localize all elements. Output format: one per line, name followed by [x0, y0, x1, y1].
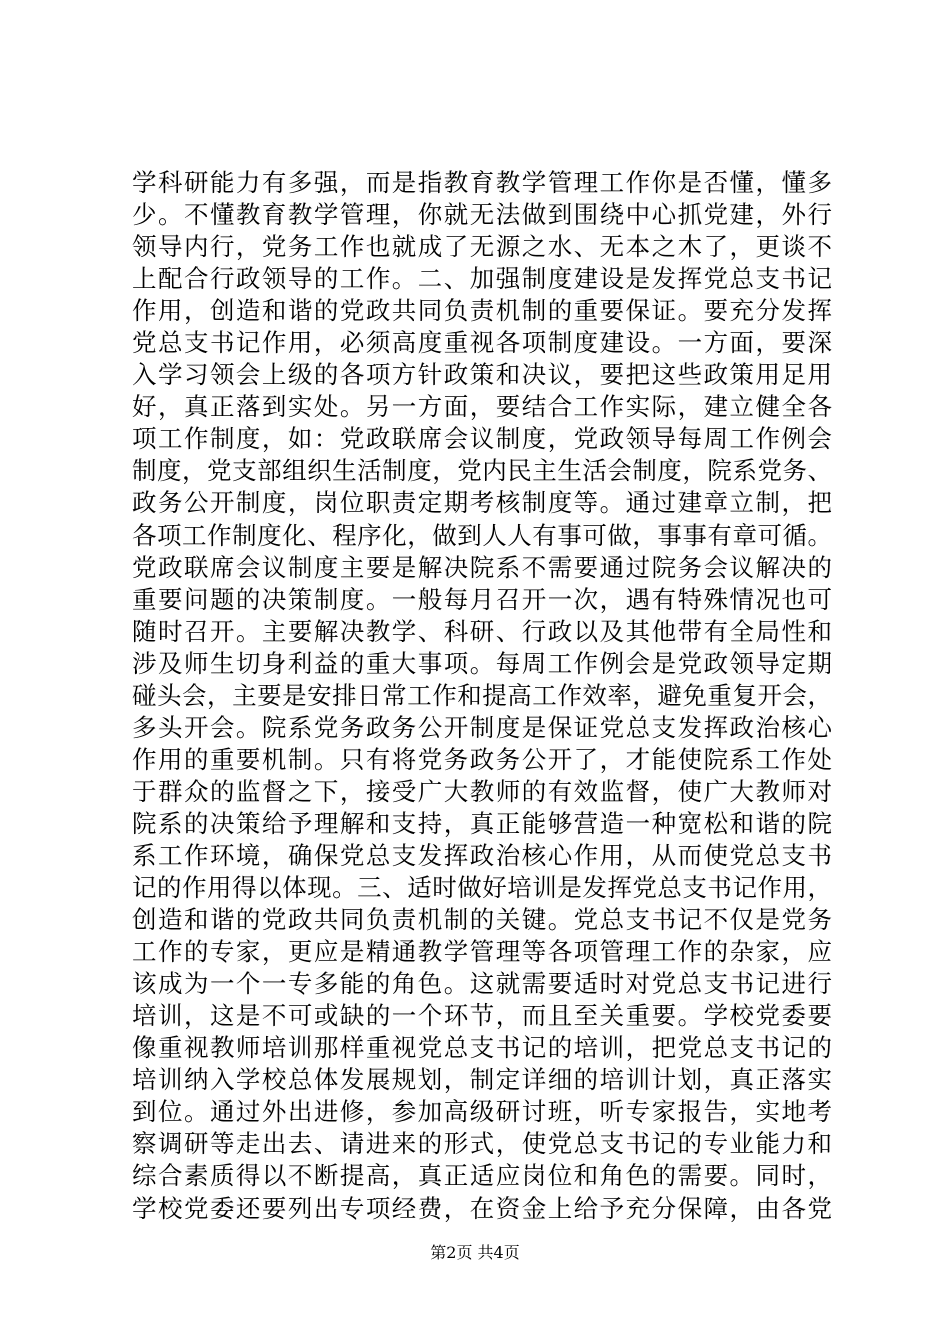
text-line: 创造和谐的党政共同负责机制的关键。党总支书记不仅是党务: [132, 905, 832, 935]
text-line: 涉及师生切身利益的重大事项。每周工作例会是党政领导定期: [132, 648, 832, 678]
text-line: 综合素质得以不断提高，真正适应岗位和角色的需要。同时，: [132, 1161, 832, 1191]
text-line: 作用，创造和谐的党政共同负责机制的重要保证。要充分发挥: [132, 296, 832, 326]
text-line: 随时召开。主要解决教学、科研、行政以及其他带有全局性和: [132, 616, 832, 646]
text-line: 院系的决策给予理解和支持，真正能够营造一种宽松和谐的院: [132, 808, 832, 838]
text-line: 作用的重要机制。只有将党务政务公开了，才能使院系工作处: [132, 744, 832, 774]
text-line: 到位。通过外出进修，参加高级研讨班，听专家报告，实地考: [132, 1097, 832, 1127]
text-line: 党政联席会议制度主要是解决院系不需要通过院务会议解决的: [132, 552, 832, 582]
text-line: 制度，党支部组织生活制度，党内民主生活会制度，院系党务、: [132, 456, 832, 486]
text-line: 党总支书记作用，必须高度重视各项制度建设。一方面，要深: [132, 328, 832, 358]
text-line: 政务公开制度，岗位职责定期考核制度等。通过建章立制，把: [132, 488, 832, 518]
body-text: [132, 167, 832, 1225]
text-line: 该成为一个一专多能的角色。这就需要适时对党总支书记进行: [132, 969, 832, 999]
text-line: 学科研能力有多强，而是指教育教学管理工作你是否懂，懂多: [132, 168, 832, 197]
text-line: 好，真正落到实处。另一方面，要结合工作实际，建立健全各: [132, 392, 832, 422]
text-line: 重要问题的决策制度。一般每月召开一次，遇有特殊情况也可: [132, 584, 832, 614]
text-line: 察调研等走出去、请进来的形式，使党总支书记的专业能力和: [132, 1129, 832, 1159]
text-line: 像重视教师培训那样重视党总支书记的培训，把党总支书记的: [132, 1033, 832, 1063]
text-line: 记的作用得以体现。三、适时做好培训是发挥党总支书记作用，: [132, 873, 832, 903]
text-line: 入学习领会上级的各项方针政策和决议，要把这些政策用足用: [132, 360, 832, 390]
text-line: 上配合行政领导的工作。二、加强制度建设是发挥党总支书记: [132, 264, 832, 294]
text-line: 少。不懂教育教学管理，你就无法做到围绕中心抓党建，外行: [132, 200, 832, 230]
text-line: 领导内行，党务工作也就成了无源之水、无本之木了，更谈不: [132, 232, 832, 262]
text-line: 多头开会。院系党务政务公开制度是保证党总支发挥政治核心: [132, 712, 832, 742]
text-line: 工作的专家，更应是精通教学管理等各项管理工作的杂家，应: [132, 937, 832, 967]
text-line: 系工作环境，确保党总支发挥政治核心作用，从而使党总支书: [132, 840, 832, 870]
text-line: 培训纳入学校总体发展规划，制定详细的培训计划，真正落实: [132, 1065, 832, 1095]
text-line: 碰头会，主要是安排日常工作和提高工作效率，避免重复开会，: [132, 680, 832, 710]
text-line: 培训，这是不可或缺的一个环节，而且至关重要。学校党委要: [132, 1001, 832, 1031]
text-line: 学校党委还要列出专项经费，在资金上给予充分保障，由各党: [132, 1193, 832, 1223]
text-line: 于群众的监督之下，接受广大教师的有效监督，使广大教师对: [132, 776, 832, 806]
text-line: 各项工作制度化、程序化，做到人人有事可做，事事有章可循。: [132, 520, 832, 550]
page-footer: 第2页 共4页: [430, 1243, 520, 1262]
text-line: 项工作制度，如：党政联席会议制度，党政领导每周工作例会: [132, 424, 832, 454]
